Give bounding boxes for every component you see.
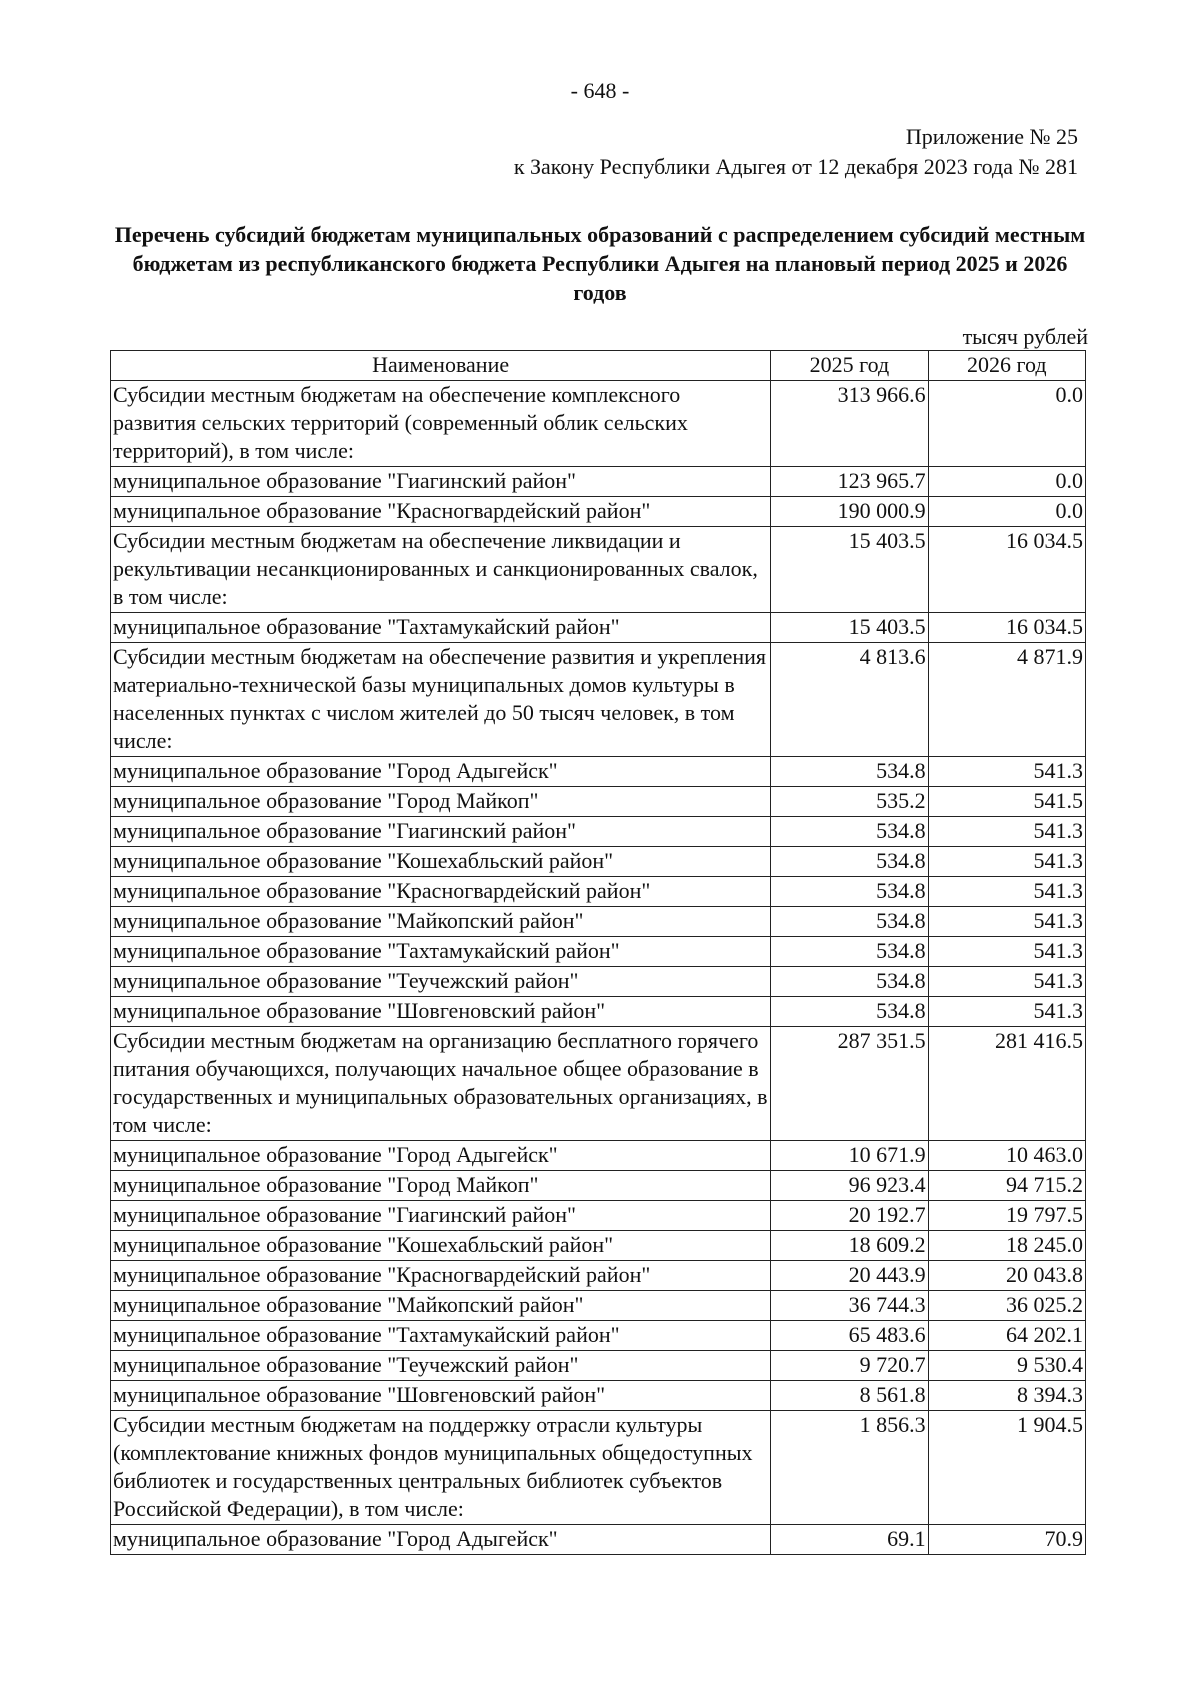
table-body xyxy=(111,381,1086,1555)
cell-2026: 20 043.8 xyxy=(928,1261,1085,1291)
cell-name: муниципальное образование "Теучежский район" xyxy=(111,967,771,997)
table-row-group xyxy=(111,381,1086,467)
cell-2025: 4 813.6 xyxy=(771,643,928,757)
appendix-law-reference: к Закону Республики Адыгея от 12 декабря 2023 года № 281 xyxy=(513,154,1078,179)
table-row xyxy=(111,997,1086,1027)
cell-2026: 9 530.4 xyxy=(928,1351,1085,1381)
cell-2026: 541.3 xyxy=(928,997,1085,1027)
cell-name: муниципальное образование "Город Майкоп" xyxy=(111,787,771,817)
cell-2026: 8 394.3 xyxy=(928,1381,1085,1411)
table-row xyxy=(111,937,1086,967)
cell-name: муниципальное образование "Город Адыгейск" xyxy=(111,757,771,787)
cell-name: муниципальное образование "Тахтамукайский район" xyxy=(111,613,771,643)
cell-2026: 18 245.0 xyxy=(928,1231,1085,1261)
table-row xyxy=(111,1291,1086,1321)
cell-2026: 10 463.0 xyxy=(928,1141,1085,1171)
cell-2026: 64 202.1 xyxy=(928,1321,1085,1351)
cell-name: муниципальное образование "Кошехабльский район" xyxy=(111,1231,771,1261)
cell-2026: 1 904.5 xyxy=(928,1411,1085,1525)
document-title: Перечень субсидий бюджетам муниципальных образований с распределением субсидий местным бюджетам из республиканского бюджета Республики Адыгея на плановый период 2025 и 2026 годов xyxy=(114,222,1086,305)
appendix-reference xyxy=(514,122,1078,182)
cell-name: муниципальное образование "Красногвардейский район" xyxy=(111,877,771,907)
table-row xyxy=(111,907,1086,937)
table-row xyxy=(111,1171,1086,1201)
page-number: - 648 - xyxy=(570,78,630,103)
cell-2025: 10 671.9 xyxy=(771,1141,928,1171)
table-row xyxy=(111,877,1086,907)
cell-2025: 1 856.3 xyxy=(771,1411,928,1525)
header-2026: 2026 год xyxy=(928,351,1085,381)
cell-2026: 541.5 xyxy=(928,787,1085,817)
cell-2025: 313 966.6 xyxy=(771,381,928,467)
cell-2025: 535.2 xyxy=(771,787,928,817)
cell-2026: 541.3 xyxy=(928,847,1085,877)
cell-2026: 70.9 xyxy=(928,1525,1085,1555)
cell-2026: 541.3 xyxy=(928,757,1085,787)
cell-2025: 20 192.7 xyxy=(771,1201,928,1231)
cell-2026: 541.3 xyxy=(928,877,1085,907)
cell-name: муниципальное образование "Майкопский район" xyxy=(111,907,771,937)
cell-name: муниципальное образование "Гиагинский район" xyxy=(111,817,771,847)
cell-2025: 534.8 xyxy=(771,967,928,997)
cell-2026: 19 797.5 xyxy=(928,1201,1085,1231)
table-row xyxy=(111,787,1086,817)
cell-2025: 534.8 xyxy=(771,997,928,1027)
header-name: Наименование xyxy=(111,351,771,381)
cell-2025: 15 403.5 xyxy=(771,527,928,613)
cell-name: муниципальное образование "Город Майкоп" xyxy=(111,1171,771,1201)
table-row xyxy=(111,1525,1086,1555)
appendix-number: Приложение № 25 xyxy=(905,124,1078,149)
cell-2026: 4 871.9 xyxy=(928,643,1085,757)
cell-2025: 8 561.8 xyxy=(771,1381,928,1411)
cell-2025: 18 609.2 xyxy=(771,1231,928,1261)
cell-2026: 36 025.2 xyxy=(928,1291,1085,1321)
cell-name: муниципальное образование "Гиагинский район" xyxy=(111,467,771,497)
cell-2025: 534.8 xyxy=(771,847,928,877)
table-header-row xyxy=(111,351,1086,381)
cell-2025: 36 744.3 xyxy=(771,1291,928,1321)
cell-name: муниципальное образование "Гиагинский район" xyxy=(111,1201,771,1231)
cell-2025: 534.8 xyxy=(771,757,928,787)
cell-2026: 541.3 xyxy=(928,967,1085,997)
cell-name: Субсидии местным бюджетам на обеспечение ликвидации и рекультивации несанкционированных и санкционированных свалок, в том числе: xyxy=(111,527,771,613)
table-row xyxy=(111,1201,1086,1231)
cell-2026: 281 416.5 xyxy=(928,1027,1085,1141)
cell-name: муниципальное образование "Шовгеновский район" xyxy=(111,997,771,1027)
cell-name: муниципальное образование "Майкопский район" xyxy=(111,1291,771,1321)
cell-2026: 0.0 xyxy=(928,467,1085,497)
cell-name: Субсидии местным бюджетам на поддержку отрасли культуры (комплектование книжных фондов муниципальных общедоступных библиотек и государственных центральных библиотек субъектов Российской Федерации), в том числе: xyxy=(111,1411,771,1525)
table-row-group xyxy=(111,1027,1086,1141)
cell-2025: 65 483.6 xyxy=(771,1321,928,1351)
cell-name: муниципальное образование "Теучежский район" xyxy=(111,1351,771,1381)
table-row xyxy=(111,847,1086,877)
table-row xyxy=(111,967,1086,997)
cell-2025: 534.8 xyxy=(771,937,928,967)
subsidies-table xyxy=(110,350,1086,1555)
table-row xyxy=(111,1261,1086,1291)
cell-name: Субсидии местным бюджетам на обеспечение развития и укрепления материально-технической базы муниципальных домов культуры в населенных пунктах с числом жителей до 50 тысяч человек, в том числе: xyxy=(111,643,771,757)
table-row xyxy=(111,467,1086,497)
table-row xyxy=(111,1381,1086,1411)
table-row xyxy=(111,817,1086,847)
cell-name: муниципальное образование "Красногвардейский район" xyxy=(111,1261,771,1291)
cell-2025: 534.8 xyxy=(771,907,928,937)
cell-2025: 15 403.5 xyxy=(771,613,928,643)
cell-2025: 96 923.4 xyxy=(771,1171,928,1201)
table-row xyxy=(111,1141,1086,1171)
table-row xyxy=(111,757,1086,787)
table-row-group xyxy=(111,1411,1086,1525)
cell-2025: 9 720.7 xyxy=(771,1351,928,1381)
cell-name: Субсидии местным бюджетам на организацию бесплатного горячего питания обучающихся, получающих начальное общее образование в государственных и муниципальных образовательных организациях, в том числе: xyxy=(111,1027,771,1141)
cell-2026: 0.0 xyxy=(928,381,1085,467)
cell-2025: 123 965.7 xyxy=(771,467,928,497)
cell-2026: 541.3 xyxy=(928,817,1085,847)
cell-name: муниципальное образование "Город Адыгейск" xyxy=(111,1141,771,1171)
table-row xyxy=(111,1231,1086,1261)
table-row xyxy=(111,497,1086,527)
table-row-group xyxy=(111,527,1086,613)
cell-2026: 541.3 xyxy=(928,907,1085,937)
cell-name: Субсидии местным бюджетам на обеспечение комплексного развития сельских территорий (современный облик сельских территорий), в том числе: xyxy=(111,381,771,467)
unit-label: тысяч рублей xyxy=(962,324,1088,349)
header-2025: 2025 год xyxy=(771,351,928,381)
cell-name: муниципальное образование "Тахтамукайский район" xyxy=(111,1321,771,1351)
table-row xyxy=(111,613,1086,643)
cell-name: муниципальное образование "Тахтамукайский район" xyxy=(111,937,771,967)
table-row xyxy=(111,1351,1086,1381)
cell-name: муниципальное образование "Красногвардейский район" xyxy=(111,497,771,527)
cell-2025: 534.8 xyxy=(771,877,928,907)
table-row-group xyxy=(111,643,1086,757)
cell-2025: 69.1 xyxy=(771,1525,928,1555)
cell-2025: 190 000.9 xyxy=(771,497,928,527)
cell-name: муниципальное образование "Кошехабльский район" xyxy=(111,847,771,877)
cell-2026: 16 034.5 xyxy=(928,613,1085,643)
cell-2026: 541.3 xyxy=(928,937,1085,967)
cell-2025: 20 443.9 xyxy=(771,1261,928,1291)
cell-name: муниципальное образование "Город Адыгейск" xyxy=(111,1525,771,1555)
cell-name: муниципальное образование "Шовгеновский район" xyxy=(111,1381,771,1411)
cell-2026: 16 034.5 xyxy=(928,527,1085,613)
cell-2026: 94 715.2 xyxy=(928,1171,1085,1201)
cell-2026: 0.0 xyxy=(928,497,1085,527)
cell-2025: 287 351.5 xyxy=(771,1027,928,1141)
cell-2025: 534.8 xyxy=(771,817,928,847)
table-row xyxy=(111,1321,1086,1351)
